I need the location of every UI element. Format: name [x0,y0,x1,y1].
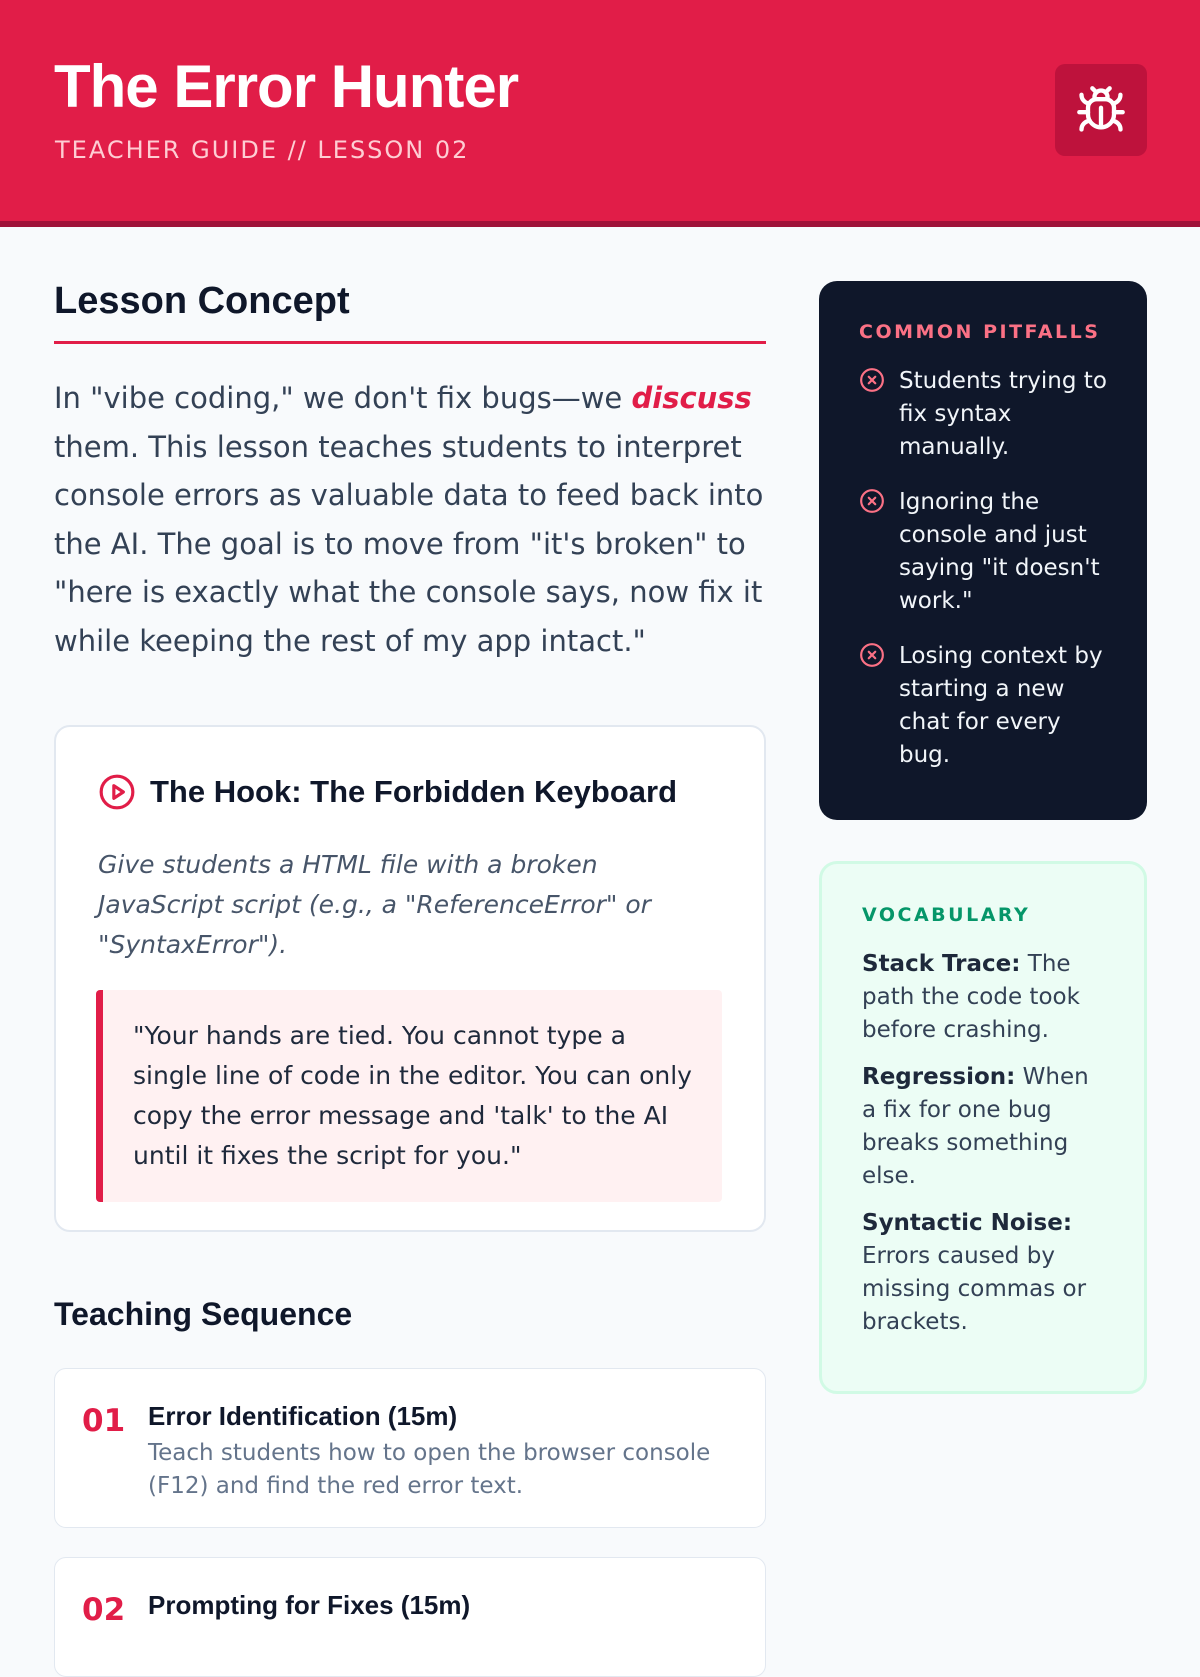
pitfall-item [859,486,1107,618]
vocab-term: Regression: [862,1064,1016,1090]
vocabulary-panel [819,861,1147,1394]
vocab-definition: The path the code took before crashing. [862,951,1080,1043]
hook-card [54,725,766,1232]
vocab-item [862,1061,1104,1193]
concept-text-after: them. This lesson teaches students to interpret console errors as valuable data to feed back into the AI. The goal is to move from "it's broken" to "here is exactly what the console says, now fix it while keeping the rest of my app intact." [54,429,764,658]
hook-title: The Hook: The Forbidden Keyboard [150,774,678,809]
vocab-item [862,1207,1104,1339]
vocabulary-label: VOCABULARY [862,904,1031,926]
step-number: 02 [82,1592,126,1628]
concept-text-before: In "vibe coding," we don't fix bugs—we [54,381,632,415]
page-header [0,0,1200,227]
lesson-concept-heading: Lesson Concept [54,280,766,344]
vocab-term: Stack Trace: [862,951,1021,977]
pitfall-text: Ignoring the console and just saying "it doesn't work." [899,489,1100,614]
sequence-step [54,1368,766,1528]
common-pitfalls-panel [819,281,1147,820]
x-circle-icon [859,642,885,668]
pitfall-text: Losing context by starting a new chat for every bug. [899,643,1103,768]
teaching-sequence-heading: Teaching Sequence [54,1296,353,1332]
bug-icon [1075,84,1127,136]
bug-badge [1055,64,1147,156]
hook-quote: "Your hands are tied. You cannot type a single line of code in the editor. You can only copy the error message and 'talk' to the AI until it fixes the script for you." [96,990,722,1202]
step-description: Teach students how to open the browser console (F12) and find the red error text. [148,1440,711,1499]
step-title: Prompting for Fixes (15m) [148,1590,471,1620]
vocab-item [862,948,1104,1047]
hook-heading [98,773,677,811]
vocab-definition: Errors caused by missing commas or brackets. [862,1243,1087,1335]
page-title: The Error Hunter [54,53,519,120]
page-subtitle: TEACHER GUIDE // LESSON 02 [55,136,470,164]
vocab-term: Syntactic Noise: [862,1210,1073,1236]
lesson-concept-text [54,374,766,665]
play-circle-icon [98,773,136,811]
step-title: Error Identification (15m) [148,1401,458,1431]
vocab-definition: When a fix for one bug breaks something else. [862,1064,1089,1189]
step-number: 01 [82,1403,126,1439]
main-content [54,280,766,1628]
pitfall-item [859,365,1107,464]
pitfall-item [859,640,1107,772]
x-circle-icon [859,488,885,514]
pitfalls-label: COMMON PITFALLS [859,321,1101,343]
sequence-step [54,1557,766,1677]
concept-emphasis: discuss [631,381,752,415]
x-circle-icon [859,367,885,393]
pitfall-text: Students trying to fix syntax manually. [899,368,1107,460]
hook-description: Give students a HTML file with a broken JavaScript script (e.g., a "ReferenceError" or "SyntaxError"). [98,850,651,959]
